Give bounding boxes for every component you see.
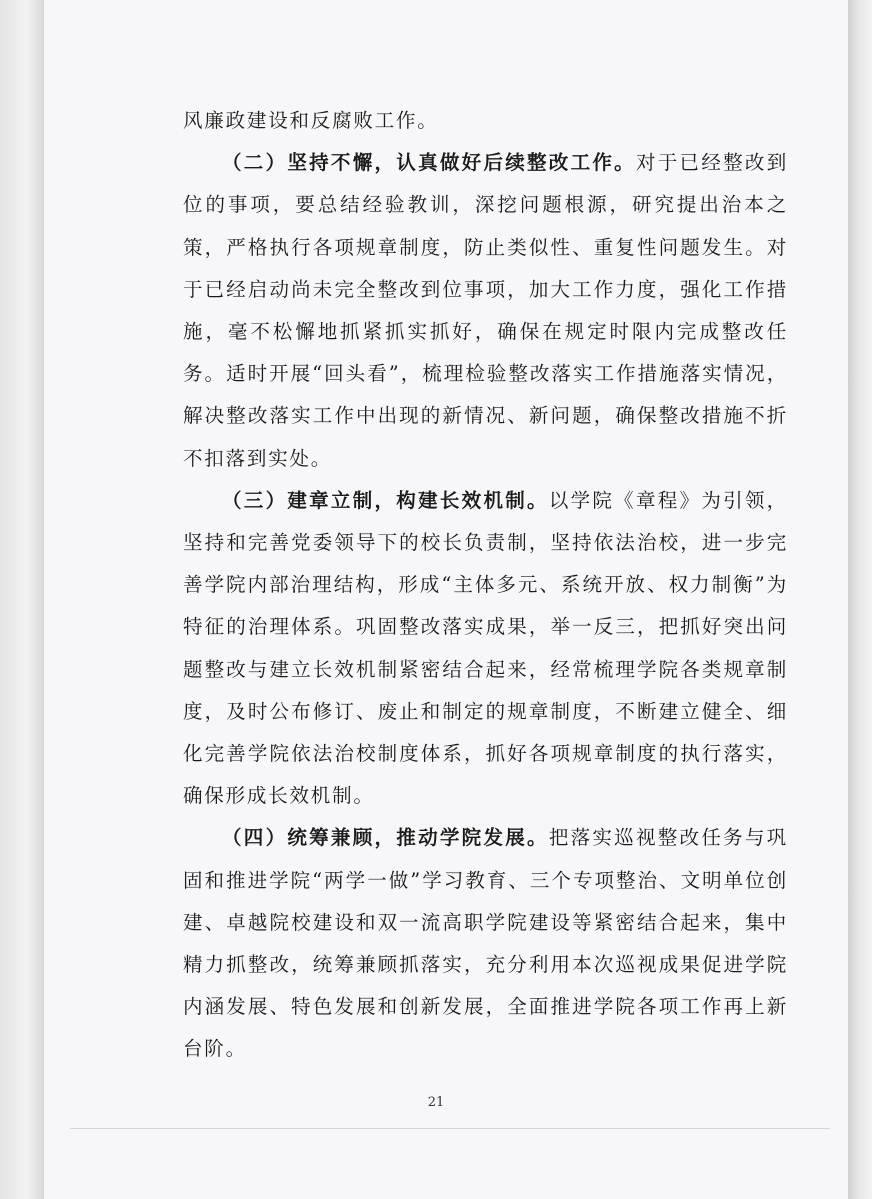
scan-right-margin [848, 0, 872, 1199]
document-body [183, 100, 788, 1071]
paragraph-section-4 [183, 817, 788, 1070]
paragraph-text: 对于已经整改到位的事项，要总结经验教训，深挖问题根源，研究提出治本之策，严格执行各项规章制度，防止类似性、重复性问题发生。对于已经启动尚未完全整改到位事项，加大工作力度，强化工作措施，毫不松懈地抓紧抓实抓好，确保在规定时限内完成整改任务。适时开展“回头看”，梳理检验整改落实工作措施落实情况，解决整改落实工作中出现的新情况、新问题，确保整改措施不折不扣落到实处。 [183, 151, 788, 470]
paragraph-section-3 [183, 480, 788, 818]
section-heading: （三）建章立制，构建长效机制。 [222, 488, 549, 512]
paragraph-text: 以学院《章程》为引领，坚持和完善党委领导下的校长负责制，坚持依法治校，进一步完善学院内部治理结构，形成“主体多元、系统开放、权力制衡”为特征的治理体系。巩固整改落实成果，举一反三，把抓好突出问题整改与建立长效机制紧密结合起来，经常梳理学院各类规章制度，及时公布修订、废止和制定的规章制度，不断建立健全、细化完善学院依法治校制度体系，抓好各项规章制度的执行落实，确保形成长效机制。 [183, 488, 788, 808]
paragraph-text: 把落实巡视整改任务与巩固和推进学院“两学一做”学习教育、三个专项整治、文明单位创建、卓越院校建设和双一流高职学院建设等紧密结合起来，集中精力抓整改，统筹兼顾抓落实，充分利用本次巡视成果促进学院内涵发展、特色发展和创新发展，全面推进学院各项工作再上新台阶。 [183, 826, 788, 1061]
paragraph-continuation [183, 100, 788, 142]
paragraph-section-2 [183, 142, 788, 480]
paragraph-text: 风廉政建设和反腐败工作。 [183, 109, 439, 132]
scan-left-margin [0, 0, 44, 1199]
section-heading: （二）坚持不懈，认真做好后续整改工作。 [222, 151, 636, 175]
bottom-rule [70, 1128, 830, 1129]
section-heading: （四）统筹兼顾，推动学院发展。 [222, 826, 549, 850]
page-number: 21 [427, 1095, 445, 1110]
